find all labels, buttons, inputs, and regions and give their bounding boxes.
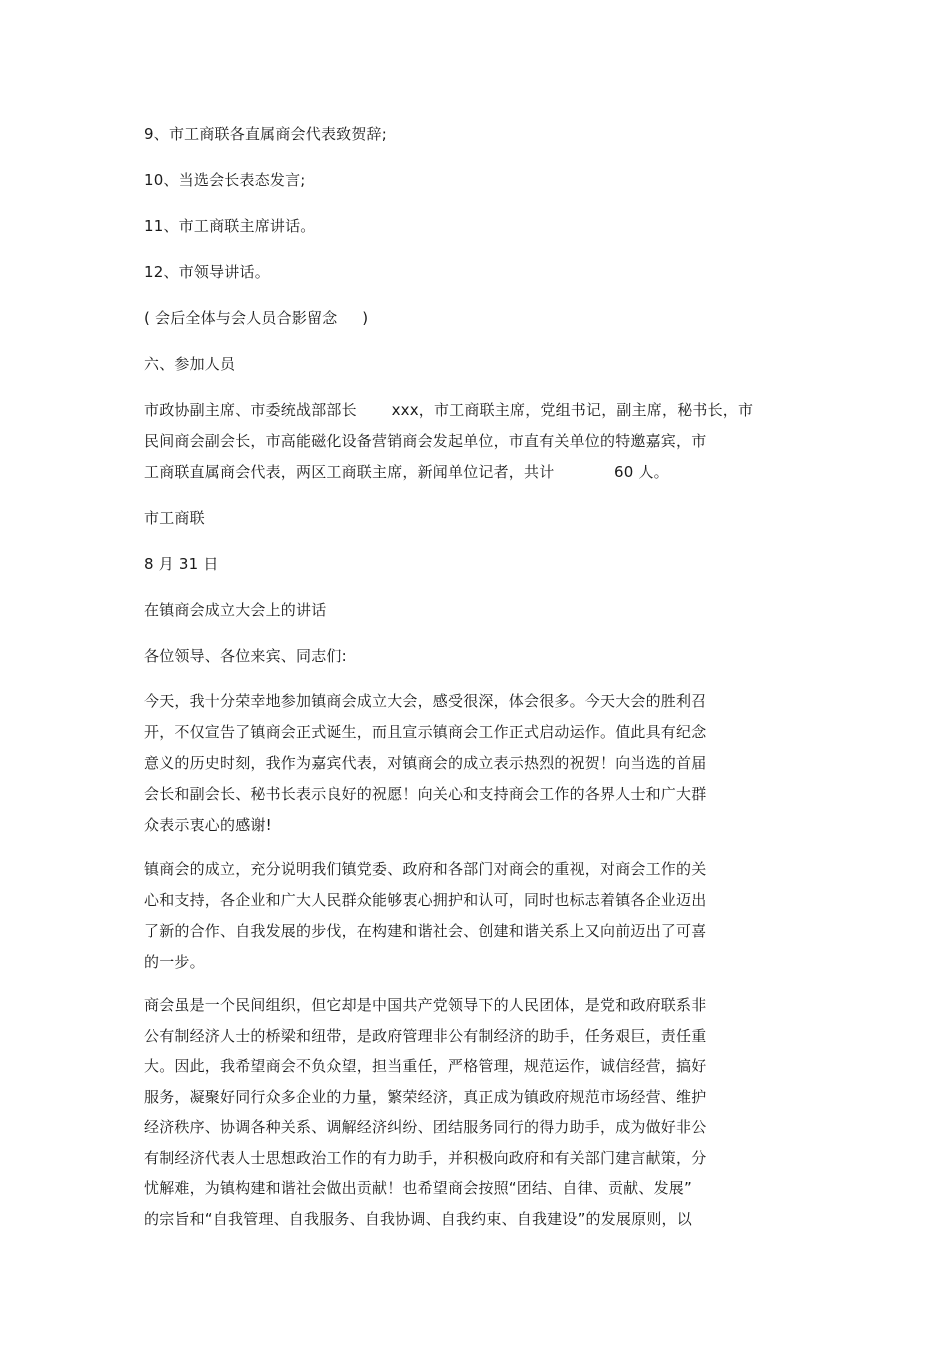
- signature-org: 市工商联: [144, 509, 205, 527]
- paragraph-line: 今天，我十分荣幸地参加镇商会成立大会，感受很深，体会很多。今天大会的胜利召: [144, 692, 707, 710]
- speech-paragraph-3: [144, 995, 706, 1239]
- attendees-line: 工商联直属商会代表，两区工商联主席，新闻单位记者，共计 60 人。: [144, 463, 669, 481]
- paragraph-line: 众表示衷心的感谢!: [144, 816, 272, 834]
- paragraph-line: 公有制经济人士的桥梁和纽带，是政府管理非公有制经济的助手，任务艰巨，责任重: [144, 1026, 707, 1045]
- attendees-line: 民间商会副会长，市高能磁化设备营销商会发起单位，市直有关单位的特邀嘉宾，市: [144, 432, 707, 450]
- paragraph-line: 的宗旨和“自我管理、自我服务、自我协调、自我约束、自我建设”的发展原则，以: [144, 1209, 692, 1228]
- speech-title: 在镇商会成立大会上的讲话: [144, 601, 327, 619]
- paragraph-line: 经济秩序、协调各种关系、调解经济纠纷、团结服务同行的得力助手，成为做好非公: [144, 1118, 707, 1136]
- paragraph-line: 意义的历史时刻，我作为嘉宾代表，对镇商会的成立表示热烈的祝贺！向当选的首届: [144, 754, 707, 772]
- paragraph-line: 大。因此，我希望商会不负众望，担当重任，严格管理，规范运作，诚信经营，搞好: [144, 1057, 707, 1075]
- signature-date: 8 月 31 日: [144, 555, 219, 573]
- agenda-item-10: 10、当选会长表态发言;: [144, 171, 306, 189]
- paragraph-line: 会长和副会长、秘书长表示良好的祝愿！向关心和支持商会工作的各界人士和广大群: [144, 785, 707, 803]
- agenda-note: ( 会后全体与会人员合影留念 ): [144, 309, 369, 327]
- speech-paragraph-2: [144, 859, 706, 983]
- paragraph-line: 心和支持，各企业和广大人民群众能够衷心拥护和认可，同时也标志着镇各企业迈出: [144, 891, 707, 909]
- attendees-heading: 六、参加人员: [144, 355, 236, 373]
- speech-salutation: 各位领导、各位来宾、同志们:: [144, 647, 347, 665]
- attendees-line: 市政协副主席、市委统战部部长 xxx，市工商联主席，党组书记，副主席，秘书长，市: [144, 401, 754, 419]
- paragraph-line: 了新的合作、自我发展的步伐，在构建和谐社会、创建和谐关系上又向前迈出了可喜: [144, 922, 707, 940]
- paragraph-line: 开，不仅宣告了镇商会正式诞生，而且宣示镇商会工作正式启动运作。值此具有纪念: [144, 723, 707, 741]
- attendees-paragraph: [144, 400, 753, 493]
- paragraph-line: 忧解难，为镇构建和谐社会做出贡献！也希望商会按照“团结、自律、贡献、发展”: [144, 1179, 692, 1197]
- speech-paragraph-1: [144, 691, 706, 846]
- agenda-item-9: 9、市工商联各直属商会代表致贺辞;: [144, 125, 387, 143]
- agenda-item-11: 11、市工商联主席讲话。: [144, 217, 316, 235]
- paragraph-line: 服务，凝聚好同行众多企业的力量，繁荣经济，真正成为镇政府规范市场经营、维护: [144, 1087, 707, 1106]
- agenda-item-12: 12、市领导讲话。: [144, 263, 270, 281]
- paragraph-line: 有制经济代表人士思想政治工作的有力助手，并积极向政府和有关部门建言献策，分: [144, 1148, 707, 1167]
- paragraph-line: 商会虽是一个民间组织，但它却是中国共产党领导下的人民团体，是党和政府联系非: [144, 996, 707, 1014]
- paragraph-line: 镇商会的成立，充分说明我们镇党委、政府和各部门对商会的重视，对商会工作的关: [144, 860, 707, 878]
- paragraph-line: 的一步。: [144, 953, 205, 971]
